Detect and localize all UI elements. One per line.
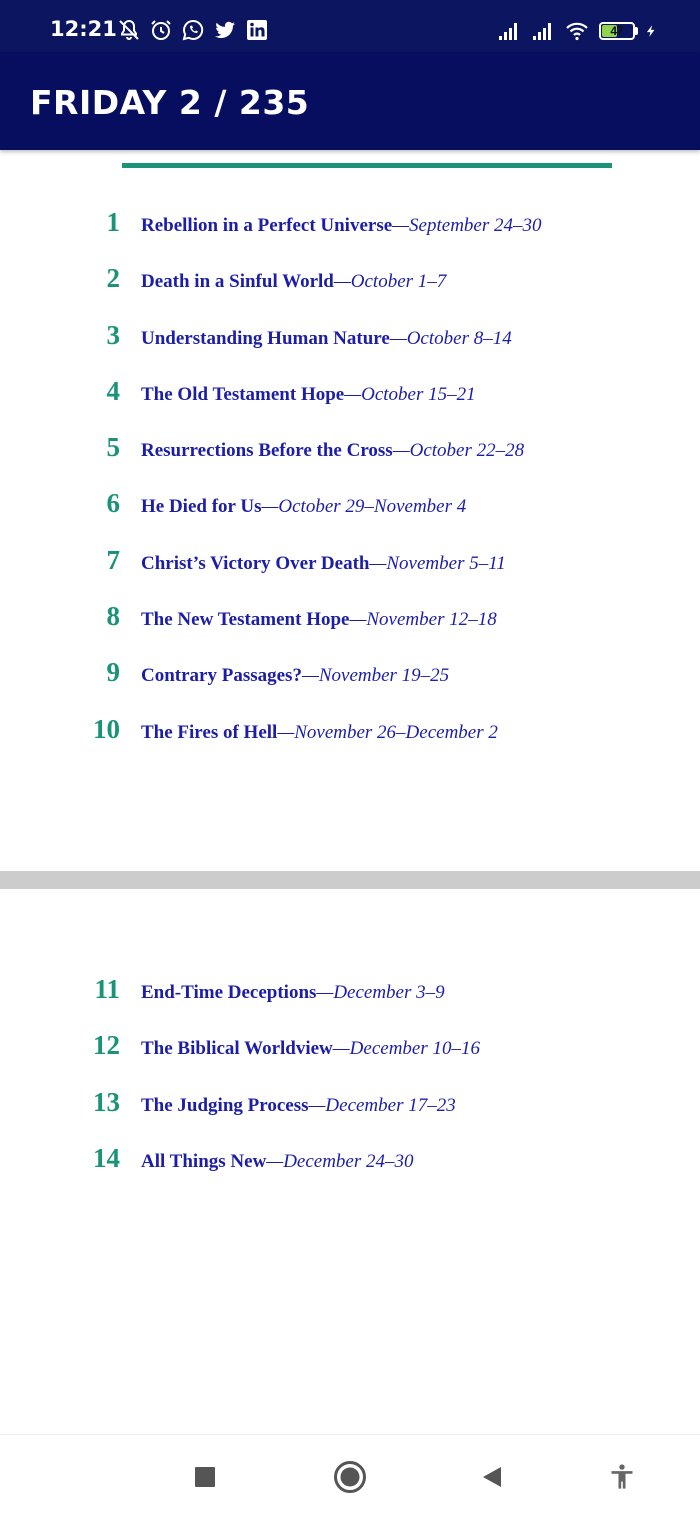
lesson-number: 11 bbox=[94, 974, 120, 1004]
lesson-number: 12 bbox=[93, 1030, 120, 1061]
linkedin-icon bbox=[245, 18, 269, 42]
lesson-dates: —October 22–28 bbox=[392, 440, 525, 462]
lesson-title: Understanding Human Nature bbox=[141, 327, 390, 349]
lesson-item[interactable] bbox=[0, 196, 700, 252]
lesson-title: End-Time Deceptions bbox=[141, 982, 317, 1003]
charging-icon bbox=[644, 19, 658, 43]
lesson-text bbox=[141, 215, 542, 237]
lesson-item[interactable] bbox=[0, 1132, 700, 1188]
recents-icon bbox=[193, 1465, 217, 1489]
lesson-title: All Things New bbox=[141, 1150, 267, 1172]
lesson-text bbox=[141, 271, 446, 293]
back-icon bbox=[480, 1465, 504, 1489]
navigation-bar bbox=[0, 1434, 700, 1519]
battery-level: 47 bbox=[610, 24, 624, 38]
home-button[interactable] bbox=[330, 1457, 370, 1497]
back-button[interactable] bbox=[472, 1457, 512, 1497]
lesson-dates: —December 24–30 bbox=[266, 1150, 414, 1172]
lesson-dates: —November 26–December 2 bbox=[277, 721, 498, 743]
system-icons bbox=[497, 19, 658, 43]
bell-off-icon bbox=[117, 18, 141, 42]
accessibility-button[interactable] bbox=[602, 1457, 642, 1497]
lesson-item[interactable] bbox=[0, 590, 700, 646]
lesson-item[interactable] bbox=[0, 477, 700, 533]
lesson-item[interactable] bbox=[0, 703, 700, 759]
lesson-number: 6 bbox=[106, 488, 120, 519]
lesson-text bbox=[141, 665, 449, 687]
lesson-item[interactable] bbox=[0, 646, 700, 702]
twitter-icon bbox=[213, 18, 237, 42]
signal-2-icon bbox=[531, 19, 555, 43]
table-of-contents-page-1 bbox=[0, 196, 700, 759]
whatsapp-icon bbox=[181, 18, 205, 42]
lesson-item[interactable] bbox=[0, 421, 700, 477]
lesson-number: 8 bbox=[106, 601, 120, 632]
lesson-title: The Fires of Hell bbox=[141, 721, 278, 743]
accessibility-icon bbox=[608, 1463, 636, 1491]
lesson-title: Resurrections Before the Cross bbox=[141, 440, 393, 462]
lesson-item[interactable] bbox=[0, 1019, 700, 1075]
lesson-title: The Biblical Worldview bbox=[141, 1038, 333, 1060]
lesson-dates: —September 24–30 bbox=[392, 215, 542, 236]
lesson-item[interactable] bbox=[0, 252, 700, 308]
battery-icon bbox=[599, 22, 635, 40]
lesson-title: He Died for Us bbox=[141, 496, 262, 518]
lesson-dates: —December 10–16 bbox=[332, 1038, 480, 1060]
app-bar bbox=[0, 52, 700, 150]
status-time: 12:21 bbox=[50, 17, 117, 41]
signal-1-icon bbox=[497, 19, 521, 43]
lesson-item[interactable] bbox=[0, 365, 700, 421]
lesson-dates: —October 1–7 bbox=[333, 271, 447, 293]
lesson-text bbox=[141, 1151, 414, 1173]
lesson-title: The Judging Process bbox=[141, 1094, 309, 1116]
lesson-item[interactable] bbox=[0, 309, 700, 365]
lesson-dates: —October 29–November 4 bbox=[261, 496, 467, 518]
page-divider bbox=[0, 871, 700, 889]
lesson-number: 5 bbox=[106, 432, 120, 463]
lesson-number: 3 bbox=[106, 319, 120, 350]
lesson-number: 9 bbox=[106, 657, 120, 688]
home-icon bbox=[333, 1460, 367, 1494]
lesson-text bbox=[141, 609, 497, 631]
lesson-dates: —December 17–23 bbox=[308, 1094, 456, 1116]
lesson-dates: —October 8–14 bbox=[389, 327, 512, 349]
lesson-text bbox=[141, 1038, 480, 1060]
lesson-item[interactable] bbox=[0, 963, 700, 1019]
lesson-number: 7 bbox=[106, 544, 120, 575]
lesson-text bbox=[141, 553, 506, 575]
wifi-icon bbox=[565, 19, 589, 43]
lesson-dates: —November 5–11 bbox=[369, 552, 506, 574]
header-rule bbox=[122, 163, 612, 168]
lesson-title: Death in a Sinful World bbox=[141, 271, 334, 293]
lesson-number: 10 bbox=[93, 713, 120, 744]
alarm-icon bbox=[149, 18, 173, 42]
lesson-dates: —October 15–21 bbox=[344, 383, 476, 405]
lesson-number: 14 bbox=[93, 1142, 120, 1173]
lesson-title: The Old Testament Hope bbox=[141, 383, 345, 405]
lesson-number: 2 bbox=[106, 263, 120, 294]
lesson-text bbox=[141, 496, 466, 518]
battery-cap bbox=[635, 27, 638, 35]
lesson-item[interactable] bbox=[0, 534, 700, 590]
lesson-text bbox=[141, 722, 498, 744]
lesson-dates: —November 19–25 bbox=[301, 665, 450, 687]
notification-icons bbox=[117, 18, 269, 42]
lesson-number: 13 bbox=[93, 1086, 120, 1117]
lesson-text bbox=[141, 328, 512, 350]
lesson-text bbox=[141, 982, 445, 1004]
lesson-text bbox=[141, 384, 476, 406]
lesson-title: Contrary Passages? bbox=[141, 665, 302, 687]
lesson-title: Rebellion in a Perfect Universe bbox=[141, 215, 393, 236]
recents-button[interactable] bbox=[185, 1457, 225, 1497]
lesson-text bbox=[141, 1095, 456, 1117]
lesson-item[interactable] bbox=[0, 1076, 700, 1132]
table-of-contents-page-2 bbox=[0, 963, 700, 1188]
lesson-dates: —December 3–9 bbox=[316, 982, 445, 1003]
lesson-number: 1 bbox=[106, 207, 120, 237]
lesson-title: The New Testament Hope bbox=[141, 609, 350, 631]
lesson-dates: —November 12–18 bbox=[349, 609, 497, 631]
lesson-number: 4 bbox=[106, 375, 120, 406]
lesson-text bbox=[141, 440, 524, 462]
lesson-title: Christ’s Victory Over Death bbox=[141, 552, 370, 574]
page-title: FRIDAY 2 / 235 bbox=[30, 83, 310, 122]
